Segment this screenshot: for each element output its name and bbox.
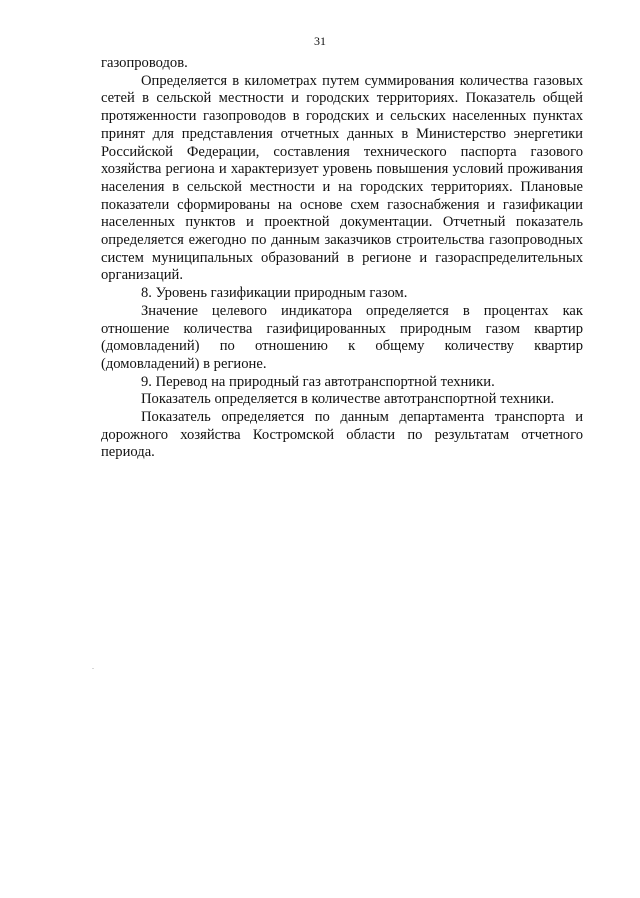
paragraph-vehicle-conversion-measure: Показатель определяется в количестве автотранспортной техники. bbox=[141, 391, 555, 408]
paragraph-gasification-level-method: Значение целевого индикатора определяется в процентах как отношение количества газифицированных природным газом квартир (домовладений) по отношению к общему количеству квартир (домовладений) в регионе. bbox=[101, 302, 583, 372]
paragraph-continuation: газопроводов. bbox=[101, 55, 188, 71]
paragraph-heading-gasification-level: 8. Уровень газификации природным газом. bbox=[141, 285, 408, 302]
paragraph-vehicle-conversion-source: Показатель определяется по данным департамента транспорта и дорожного хозяйства Костромской области по результатам отчетного периода. bbox=[101, 409, 583, 461]
page-number: 31 bbox=[314, 34, 326, 48]
paragraph-pipeline-length-method: Определяется в километрах путем суммирования количества газовых сетей в сельской местности и городских территориях. Показатель общей протяженности газопроводов в городских и сельских населенных пунктах принят для представления отчетных данных в Министерство энергетики Российской Федерации, составления технического паспорта газового хозяйства региона и характеризует уровень повышения условий проживания населения в сельской местности и на городских территориях. Плановые показатели сформированы на основе схем газоснабжения и газификации населенных пунктов и проектной документации. Отчетный показатель определяется ежегодно по данным заказчиков строительства газопроводных систем муниципальных образований в регионе и газораспределительных организаций. bbox=[101, 72, 583, 284]
document-body bbox=[101, 55, 583, 462]
paragraph-heading-vehicle-conversion: 9. Перевод на природный газ автотранспортной техники. bbox=[141, 373, 495, 390]
scan-speck bbox=[92, 668, 94, 669]
